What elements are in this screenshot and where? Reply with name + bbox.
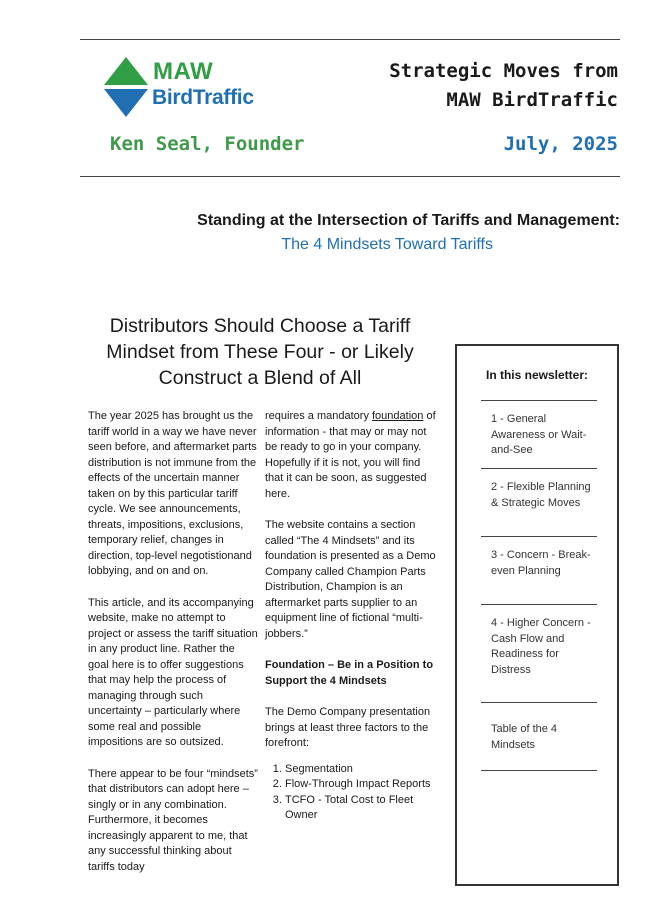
factors-list: [265, 762, 437, 824]
contents-item-3[interactable]: 3 - Concern - Break-even Planning: [491, 549, 591, 577]
foundation-heading: Foundation – Be in a Position to Support the 4 Mindsets: [265, 659, 434, 687]
newsletter-title-line1: Strategic Moves from: [389, 60, 618, 82]
logo-birdtraffic-text: BirdTraffic: [152, 86, 254, 109]
divider: [481, 604, 597, 605]
article-subhead: The 4 Mindsets Toward Tariffs: [281, 236, 493, 253]
list-item: 1. Segmentation: [285, 762, 437, 778]
list-item: 2. Flow-Through Impact Reports: [285, 777, 437, 793]
contents-item-4[interactable]: 4 - Higher Concern - Cash Flow and Readiness for Distress: [491, 617, 591, 676]
contents-item-1[interactable]: 1 - General Awareness or Wait-and-See: [491, 413, 587, 456]
body-column-left: [88, 409, 258, 891]
divider: [481, 468, 597, 469]
divider: [481, 702, 597, 703]
body-column-right: [265, 409, 437, 824]
section-title: [80, 313, 440, 391]
divider: [481, 400, 597, 401]
article-headline: Standing at the Intersection of Tariffs and Management:: [197, 212, 620, 229]
issue-date: July, 2025: [503, 133, 618, 155]
logo-maw-text: MAW: [153, 58, 214, 85]
newsletter-contents-box: [455, 344, 619, 886]
contents-title: In this newsletter:: [485, 368, 589, 382]
foundation-link[interactable]: foundation: [372, 410, 424, 422]
contents-item-5[interactable]: Table of the 4 Mindsets: [491, 723, 558, 751]
section-title-line: Distributors Should Choose a Tariff: [109, 315, 411, 337]
divider: [481, 536, 597, 537]
section-title-line: Mindset from These Four - or Likely: [106, 341, 414, 363]
paragraph: requires a mandatory foundation of information - that may or may not be ready to go in your company. Hopefully if it is not, you will find that it can be soon, as suggested here.: [265, 410, 436, 500]
header-rule: [80, 176, 620, 177]
divider: [481, 770, 597, 771]
paragraph: The Demo Company presentation brings at least three factors to the forefront:: [265, 706, 431, 749]
founder-name: Ken Seal, Founder: [110, 133, 305, 155]
section-title-line: Construct a Blend of All: [158, 367, 362, 389]
paragraph: The website contains a section called “The 4 Mindsets” and its foundation is presented as a Demo Company called Champion Parts Distribution, Champion is an aftermarket parts supplier to an equipment line of fictional “multi-jobbers.”: [265, 519, 436, 640]
top-rule: [80, 39, 620, 40]
paragraph: The year 2025 has brought us the tariff world in a way we have never seen before, and aftermarket parts distribution is not immune from the effects of the uncertain manner taken on by this particular tariff cycle. We see announcements, threats, impositions, exclusions, temporary relief, changes in direction, top-level negotistionand lobbying, and on and on.: [88, 410, 257, 577]
paragraph: This article, and its accompanying website, make no attempt to project or assess the tariff situation in any product line. Rather the goal here is to offer suggestions that may help the process of managing through such uncertainty – particularly where some real and possible impositions are so outsized.: [88, 596, 258, 748]
contents-item-2[interactable]: 2 - Flexible Planning & Strategic Moves: [491, 481, 591, 509]
logo-triangles-icon: [102, 55, 150, 119]
list-item: 3. TCFO - Total Cost to Fleet Owner: [285, 793, 437, 824]
newsletter-title-line2: MAW BirdTraffic: [446, 89, 618, 111]
paragraph: There appear to be four “mindsets” that distributors can adopt here – singly or in any combination. Furthermore, it becomes increasingly apparent to me, that any successful thinking about tariffs today: [88, 767, 258, 873]
